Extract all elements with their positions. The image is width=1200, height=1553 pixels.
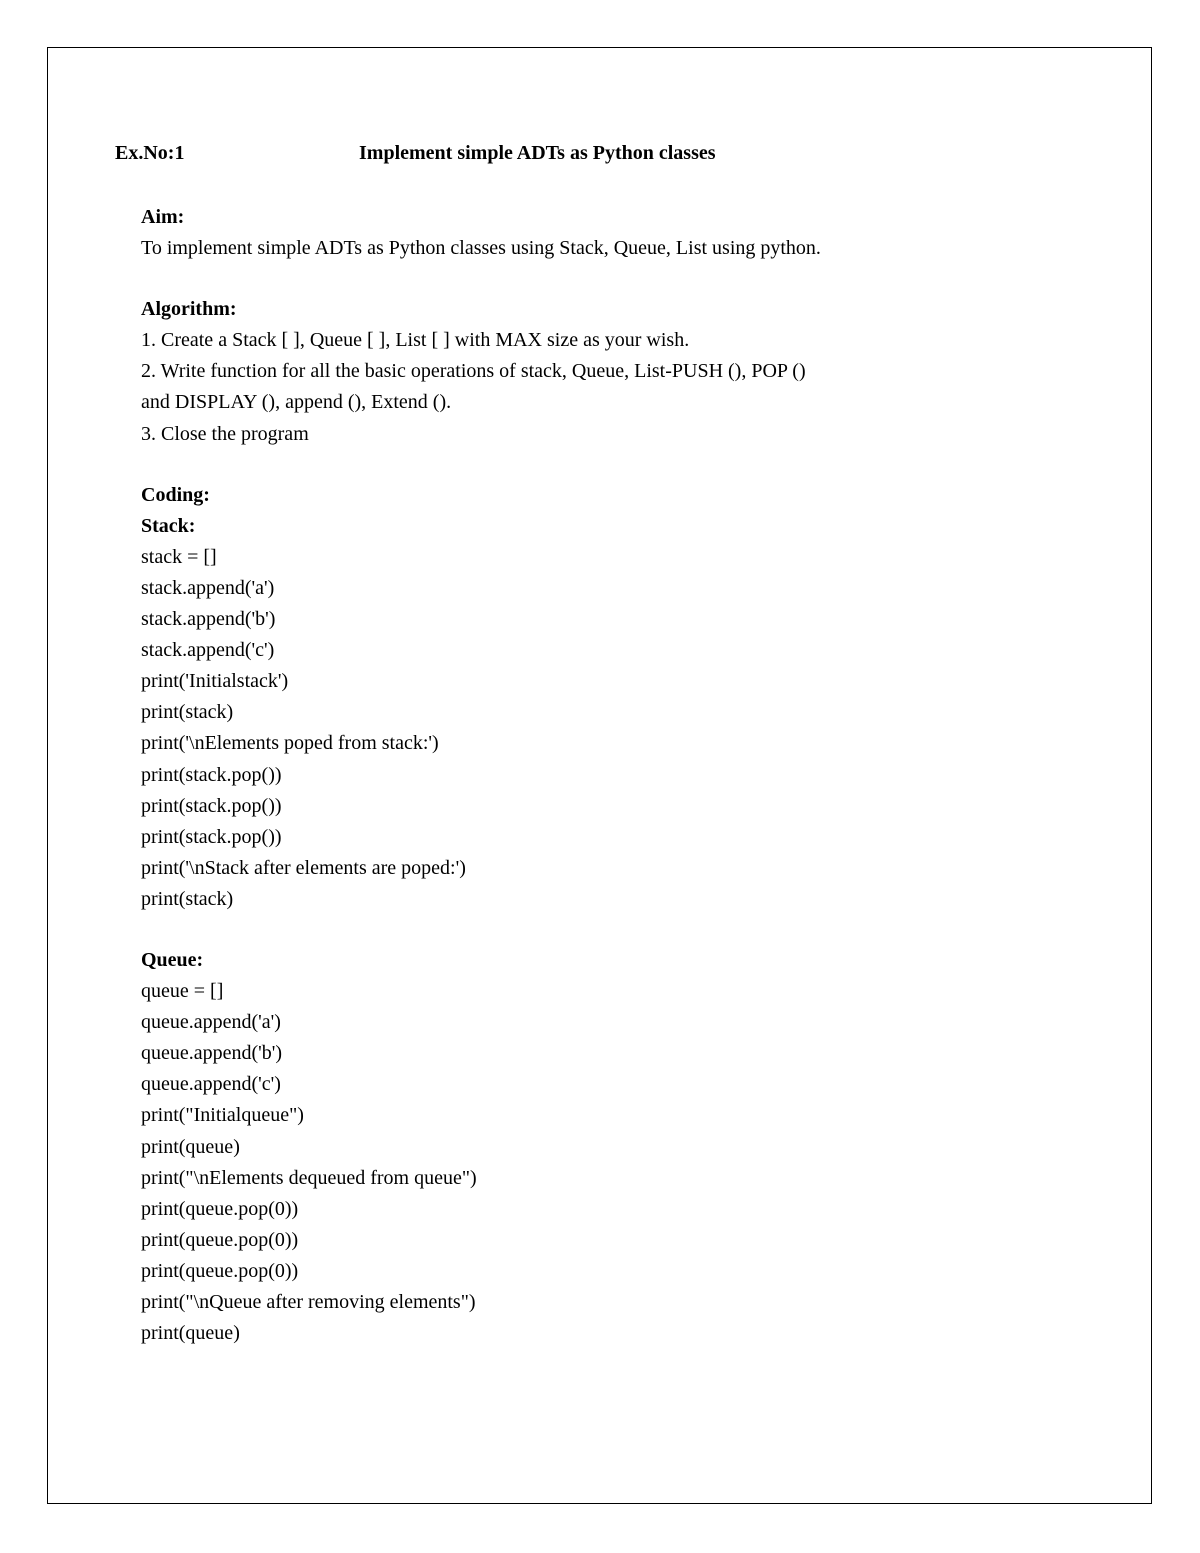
- code-line: print("Initialqueue"): [141, 1104, 304, 1127]
- page-title: Implement simple ADTs as Python classes: [359, 142, 716, 164]
- algorithm-line: 2. Write function for all the basic operations of stack, Queue, List-PUSH (), POP (): [141, 360, 806, 383]
- spacer: [141, 450, 1101, 480]
- coding-heading: Coding:: [141, 483, 210, 506]
- code-line: print(queue): [141, 1322, 240, 1345]
- queue-code: [141, 976, 1101, 1349]
- algorithm-line: and DISPLAY (), append (), Extend ().: [141, 391, 452, 414]
- code-line: queue.append('b'): [141, 1042, 283, 1065]
- header-row: [115, 142, 1015, 170]
- spacer: [141, 264, 1101, 294]
- stack-code: [141, 542, 1101, 915]
- aim-heading: Aim:: [141, 206, 185, 228]
- code-line: queue.append('c'): [141, 1073, 281, 1096]
- document-body: [141, 202, 1101, 1349]
- code-line: stack.append('a'): [141, 576, 275, 599]
- algorithm-lines: [141, 325, 1101, 449]
- exercise-number: Ex.No:1: [115, 142, 185, 164]
- code-line: print(stack): [141, 701, 234, 724]
- code-line: stack.append('c'): [141, 639, 275, 662]
- algorithm-line: 1. Create a Stack [ ], Queue [ ], List [ ] with MAX size as your wish.: [141, 329, 690, 352]
- code-line: stack.append('b'): [141, 608, 276, 631]
- code-line: print("\nQueue after removing elements"): [141, 1291, 476, 1313]
- algorithm-heading: Algorithm:: [141, 298, 237, 321]
- aim-text: To implement simple ADTs as Python classes using Stack, Queue, List using python.: [141, 237, 821, 260]
- code-line: print('Initialstack'): [141, 670, 289, 693]
- stack-heading: Stack:: [141, 514, 196, 537]
- code-line: print("\nElements dequeued from queue"): [141, 1166, 477, 1189]
- code-line: queue = []: [141, 980, 224, 1003]
- spacer: [141, 915, 1101, 945]
- code-line: print(stack): [141, 887, 234, 910]
- algorithm-line: 3. Close the program: [141, 422, 309, 445]
- code-line: print(queue): [141, 1135, 240, 1158]
- queue-heading: Queue:: [141, 948, 204, 971]
- code-line: print('\nElements poped from stack:'): [141, 732, 439, 755]
- code-line: print(queue.pop(0)): [141, 1197, 299, 1220]
- code-line: print(queue.pop(0)): [141, 1259, 299, 1282]
- code-line: print(stack.pop()): [141, 763, 282, 786]
- code-line: print(stack.pop()): [141, 825, 282, 848]
- code-line: stack = []: [141, 545, 217, 568]
- code-line: queue.append('a'): [141, 1011, 281, 1034]
- code-line: print('\nStack after elements are poped:'): [141, 856, 466, 879]
- code-line: print(queue.pop(0)): [141, 1228, 299, 1251]
- code-line: print(stack.pop()): [141, 794, 282, 817]
